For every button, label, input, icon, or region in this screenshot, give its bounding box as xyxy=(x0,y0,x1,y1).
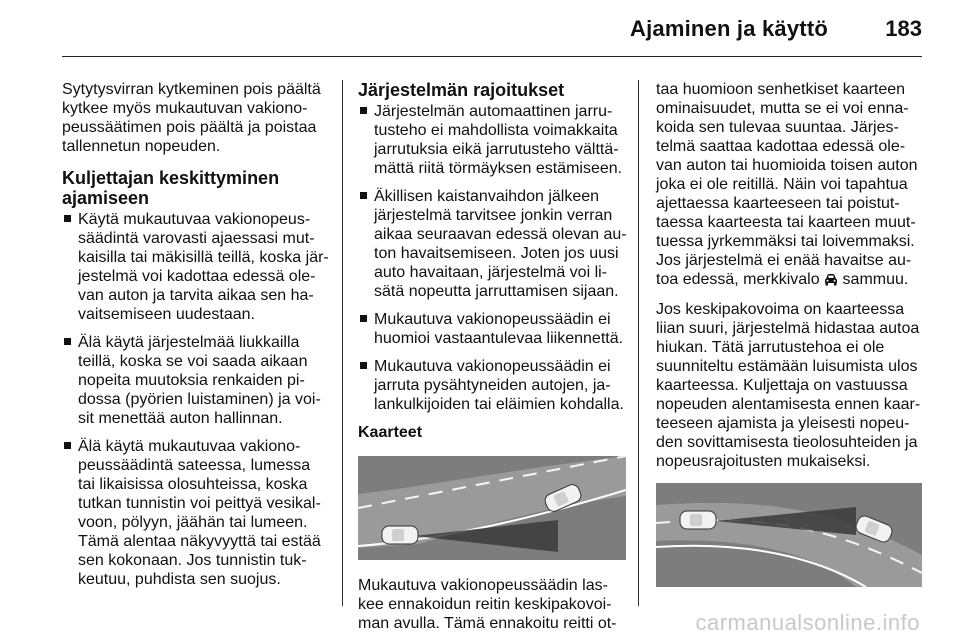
text-line: teillä, koska se voi saada aikaan xyxy=(78,353,308,370)
text-line: ominaisuudet, mutta se ei voi enna- xyxy=(656,100,909,117)
text-line: liian suuri, järjestelmä hidastaa autoa xyxy=(656,320,920,337)
text-line: nopeita muutoksia renkaiden pi- xyxy=(78,372,305,389)
list-item xyxy=(62,210,334,324)
text-line: suunniteltu estämään luisumista ulos xyxy=(656,358,918,375)
bullet-square-icon xyxy=(360,192,367,199)
text-line: Järjestelmän automaattinen jarru- xyxy=(374,103,613,120)
text-line: Sytytysvirran kytkeminen pois päältä xyxy=(62,81,321,98)
bullet-square-icon xyxy=(64,338,71,345)
header-divider xyxy=(62,56,922,57)
text-line: Jos keskipakovoima on kaarteessa xyxy=(656,301,905,318)
text-line: Mukautuva vakionopeussäädin ei xyxy=(374,311,611,328)
text-fragment: toa edessä, merkkivalo xyxy=(656,271,820,288)
bullet-square-icon xyxy=(360,315,367,322)
list-item xyxy=(358,310,626,348)
text-line: peussäädintä sateessa, lumessa xyxy=(78,457,311,474)
text-line: kytkee myös mukautuvan vakiono- xyxy=(62,100,308,117)
text-line: Jos järjestelmä ei enää havaitse au- xyxy=(656,252,912,269)
paragraph xyxy=(656,300,922,471)
text-line: dossa (pyörien luistaminen) ja voi- xyxy=(78,391,321,408)
text-line: taessa kaarteesta tai kaarteen muut- xyxy=(656,214,916,231)
text-line: teeseen ajamista ja yleisesti nopeu- xyxy=(656,415,910,432)
text-line: kee ennakoidun reitin keskipakovoi- xyxy=(358,596,612,613)
text-line: Mukautuva vakionopeussäädin las- xyxy=(358,577,608,594)
text-line: aikaa seuraavan edessä olevan au- xyxy=(374,226,627,243)
text-line: keutuu, puhdista sen suojus. xyxy=(78,571,281,588)
subheading-curves: Kaarteet xyxy=(358,424,423,441)
text-line: koida sen tulevaa suuntaa. Järjes- xyxy=(656,119,899,136)
text-fragment: sammuu. xyxy=(842,271,909,288)
curve-radar-illustration-1 xyxy=(358,456,626,560)
column-1 xyxy=(62,80,334,598)
text-line: järjestelmä tarvitsee jonkin verran xyxy=(374,207,613,224)
text-line: Mukautuva vakionopeussäädin ei xyxy=(374,358,611,375)
text-line: tutkan tunnistin voi peittyä vesikal- xyxy=(78,495,321,512)
heading-line: Kuljettajan keskittyminen xyxy=(62,168,280,188)
bullet-square-icon xyxy=(360,362,367,369)
text-line: sit menettää auton hallinnan. xyxy=(78,410,283,427)
text-line: auto havaitaan, järjestelmä voi li- xyxy=(374,264,608,281)
own-car-icon xyxy=(680,511,716,529)
text-line: voon, pölyyn, jäähän tai lumeen. xyxy=(78,514,308,531)
text-line: jarrutuksia eikä jarrutusteho välttä- xyxy=(374,141,619,158)
text-line: Älä käytä mukautuvaa vakiono- xyxy=(78,438,301,455)
list-item xyxy=(358,357,626,414)
text-line: sen kokonaan. Jos tunnistin tuk- xyxy=(78,552,307,569)
text-line: van auton tai huomioida toisen auton xyxy=(656,157,918,174)
bullet-square-icon xyxy=(360,107,367,114)
own-car-icon xyxy=(382,526,418,544)
text-line: Tämä alentaa näkyvyyttä tai estää xyxy=(78,533,321,550)
text-line: mättä riitä törmäyksen estämiseen. xyxy=(374,160,623,177)
column-2 xyxy=(358,80,626,633)
heading-line: ajamiseen xyxy=(62,188,150,208)
list-item xyxy=(62,437,334,589)
text-line: Älä käytä järjestelmää liukkailla xyxy=(78,334,300,351)
text-line: tuessa jyrkemmäksi tai loivemmaksi. xyxy=(656,233,915,250)
column-3 xyxy=(656,80,922,587)
column-divider-1 xyxy=(342,80,343,606)
list-item xyxy=(358,102,626,178)
text-line: joka ei ole reitillä. Näin voi tapahtua xyxy=(656,176,908,193)
text-line: Käytä mukautuvaa vakionopeus- xyxy=(78,211,311,228)
section-heading-driver-attention xyxy=(62,168,334,208)
text-line: jarruta pysähtyneiden autojen, ja- xyxy=(374,377,611,394)
paragraph xyxy=(656,80,922,289)
text-line: tusteho ei mahdollista voimakkaita xyxy=(374,122,618,139)
text-line: van auton ja tarvita aikaa sen ha- xyxy=(78,287,314,304)
text-line: hiukan. Tätä jarrutustehoa ei ole xyxy=(656,339,885,356)
text-line: telmä saattaa kadottaa edessä ole- xyxy=(656,138,906,155)
text-line: ajettaessa kaarteeseen tai poistut- xyxy=(656,195,900,212)
text-line: kaisilla tai mäkisillä teillä, koska jär- xyxy=(78,249,329,266)
text-line: Äkillisen kaistanvaihdon jälkeen xyxy=(374,188,600,205)
section-heading-limitations: Järjestelmän rajoitukset xyxy=(358,80,565,100)
text-line: ton havaitsemiseen. Joten jos uusi xyxy=(374,245,619,262)
text-line: jestelmä voi kadottaa edessä ole- xyxy=(78,268,316,285)
text-line: vaitsemiseen uudestaan. xyxy=(78,306,255,323)
bullet-square-icon xyxy=(64,442,71,449)
text-line: peussäätimen pois päältä ja poistaa xyxy=(62,119,317,136)
text-line: man avulla. Tämä ennakoitu reitti ot- xyxy=(358,615,617,632)
text-line: taa huomioon senhetkiset kaarteen xyxy=(656,81,906,98)
text-line: nopeuden alentamisesta ennen kaar- xyxy=(656,396,921,413)
watermark-text: carmanualsonline.info xyxy=(695,610,920,635)
text-line: nopeusrajoitusten mukaiseksi. xyxy=(656,453,871,470)
text-line: den sovittamisesta tieolosuhteiden ja xyxy=(656,434,918,451)
text-line: säädintä varovasti ajaessasi mut- xyxy=(78,230,315,247)
list-item xyxy=(358,187,626,301)
curve-radar-illustration-2 xyxy=(656,483,922,587)
text-line: tallennetun nopeuden. xyxy=(62,138,221,155)
intro-paragraph xyxy=(62,80,334,156)
text-line: lankulkijoiden tai eläimien kohdalla. xyxy=(374,396,624,413)
text-line: huomioi vastaantulevaa liikennettä. xyxy=(374,330,624,347)
page-section-title: Ajaminen ja käyttö xyxy=(630,16,828,41)
bullet-square-icon xyxy=(64,215,71,222)
text-line: tai likaisissa olosuhteissa, koska xyxy=(78,476,308,493)
car-front-icon xyxy=(824,273,838,286)
page-number: 183 xyxy=(885,16,922,41)
text-line xyxy=(656,270,922,289)
text-line: kaarteessa. Kuljettaja on vastuussa xyxy=(656,377,908,394)
column-divider-2 xyxy=(638,80,639,606)
list-item xyxy=(62,333,334,428)
text-line: sätä nopeutta jarruttamisen sijaan. xyxy=(374,283,619,300)
